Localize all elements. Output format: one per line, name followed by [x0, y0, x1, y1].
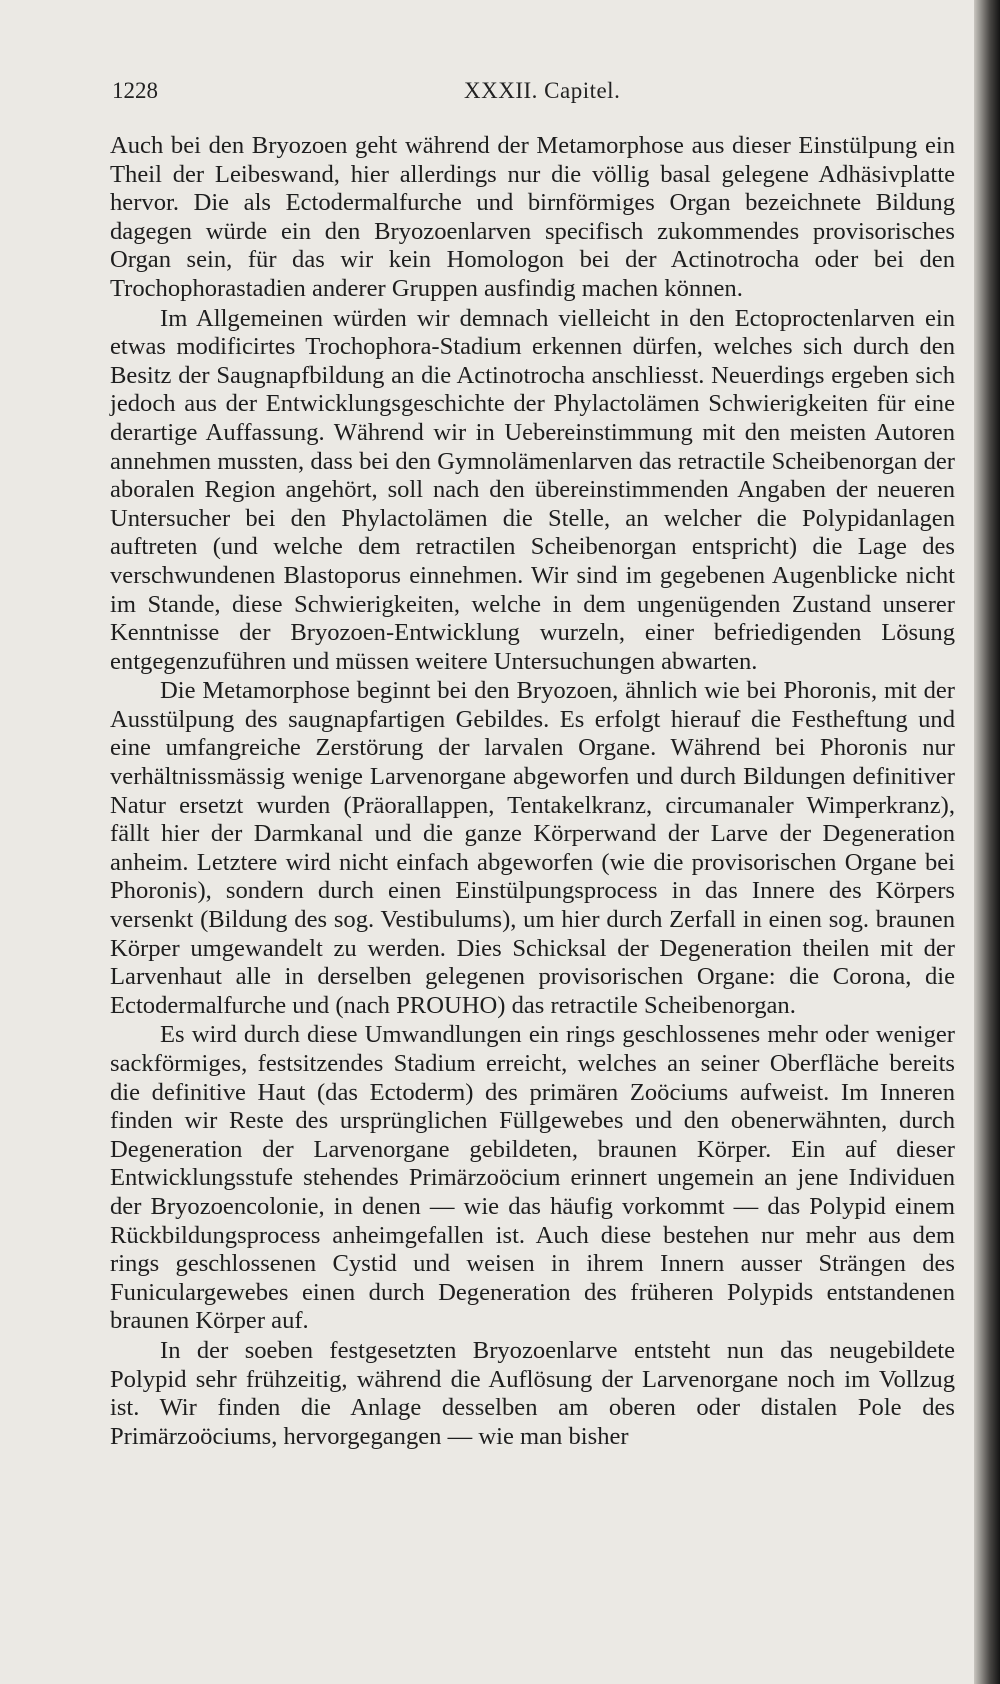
- body-text: [110, 132, 955, 1451]
- paragraph-1: Auch bei den Bryozoen geht während der Metamorphose aus dieser Einstülpung ein Theil der Leibeswand, hier allerdings nur die völlig basal gelegene Adhäsivplatte hervor. Die als Ectodermalfurche und birnförmiges Organ bezeichnete Bildung dagegen würde ein den Bryozoenlarven specifisch zukommendes provisorisches Organ sein, für das wir kein Homologon bei der Actinotrocha oder bei den Trochophorastadien anderer Gruppen ausfindig machen können.: [110, 132, 955, 302]
- paragraph-2: Im Allgemeinen würden wir demnach vielleicht in den Ectoproctenlarven ein etwas modificirtes Trochophora-Stadium erkennen dürfen, welches sich durch den Besitz der Saugnapfbildung an die Actinotrocha anschliesst. Neuerdings ergeben sich jedoch aus der Entwicklungsgeschichte der Phylactolämen Schwierigkeiten für eine derartige Auffassung. Während wir in Uebereinstimmung mit den meisten Autoren annehmen mussten, dass bei den Gymnolämenlarven das retractile Scheibenorgan der aboralen Region angehört, soll nach den übereinstimmenden Angaben der neueren Untersucher bei den Phylactolämen die Stelle, an welcher die Polypidanlagen auftreten (und welche dem retractilen Scheibenorgan entspricht) die Lage des verschwundenen Blastoporus einnehmen. Wir sind im gegebenen Augenblicke nicht im Stande, diese Schwierigkeiten, welche in dem ungenügenden Zustand unserer Kenntnisse der Bryozoen-Entwicklung wurzeln, einer befriedigenden Lösung entgegenzuführen und müssen weitere Untersuchungen abwarten.: [110, 304, 955, 675]
- paragraph-5: In der soeben festgesetzten Bryozoenlarve entsteht nun das neugebildete Polypid sehr frühzeitig, während die Auflösung der Larvenorgane noch im Vollzug ist. Wir finden die Anlage desselben am oberen oder distalen Pole des Primärzoöciums, hervorgegangen — wie man bisher: [110, 1336, 955, 1450]
- paragraph-4: Es wird durch diese Umwandlungen ein rings geschlossenes mehr oder weniger sackförmiges, festsitzendes Stadium erreicht, welches an seiner Oberfläche bereits die definitive Haut (das Ectoderm) des primären Zoöciums aufweist. Im Inneren finden wir Reste des ursprünglichen Füllgewebes und den obenerwähnten, durch Degeneration der Larvenorgane gebildeten, braunen Körper. Ein auf dieser Entwicklungsstufe stehendes Primärzoöcium erinnert ungemein an jene Individuen der Bryozoencolonie, in denen — wie das häufig vorkommt — das Polypid einem Rückbildungsprocess anheimgefallen ist. Auch diese bestehen nur mehr aus dem rings geschlossenen Cystid und weisen in ihrem Innern ausser Strängen des Funiculargewebes einen durch Degeneration des früheren Polypids entstandenen braunen Körper auf.: [110, 1021, 955, 1335]
- running-head: XXXII. Capitel.: [464, 78, 621, 103]
- page-number: 1228: [112, 78, 158, 103]
- page-header: [112, 78, 632, 112]
- page-edge-shadow: [974, 0, 1000, 1684]
- paragraph-3: Die Metamorphose beginnt bei den Bryozoen, ähnlich wie bei Phoronis, mit der Ausstülpung des saugnapfartigen Gebildes. Es erfolgt hierauf die Festheftung und eine umfangreiche Zerstörung der larvalen Organe. Während bei Phoronis nur verhältnissmässig wenige Larvenorgane abgeworfen und durch Bildungen definitiver Natur ersetzt wurden (Präorallappen, Tentakelkranz, circumanaler Wimperkranz), fällt hier der Darmkanal und die ganze Körperwand der Larve der Degeneration anheim. Letztere wird nicht einfach abgeworfen (wie die provisorischen Organe bei Phoronis), sondern durch einen Einstülpungsprocess in das Innere des Körpers versenkt (Bildung des sog. Vestibulums), um hier durch Zerfall in einen sog. braunen Körper umgewandelt zu werden. Dies Schicksal der Degeneration theilen mit der Larvenhaut alle in derselben gelegenen provisorischen Organe: die Corona, die Ectodermalfurche und (nach PROUHO) das retractile Scheibenorgan.: [110, 677, 955, 1019]
